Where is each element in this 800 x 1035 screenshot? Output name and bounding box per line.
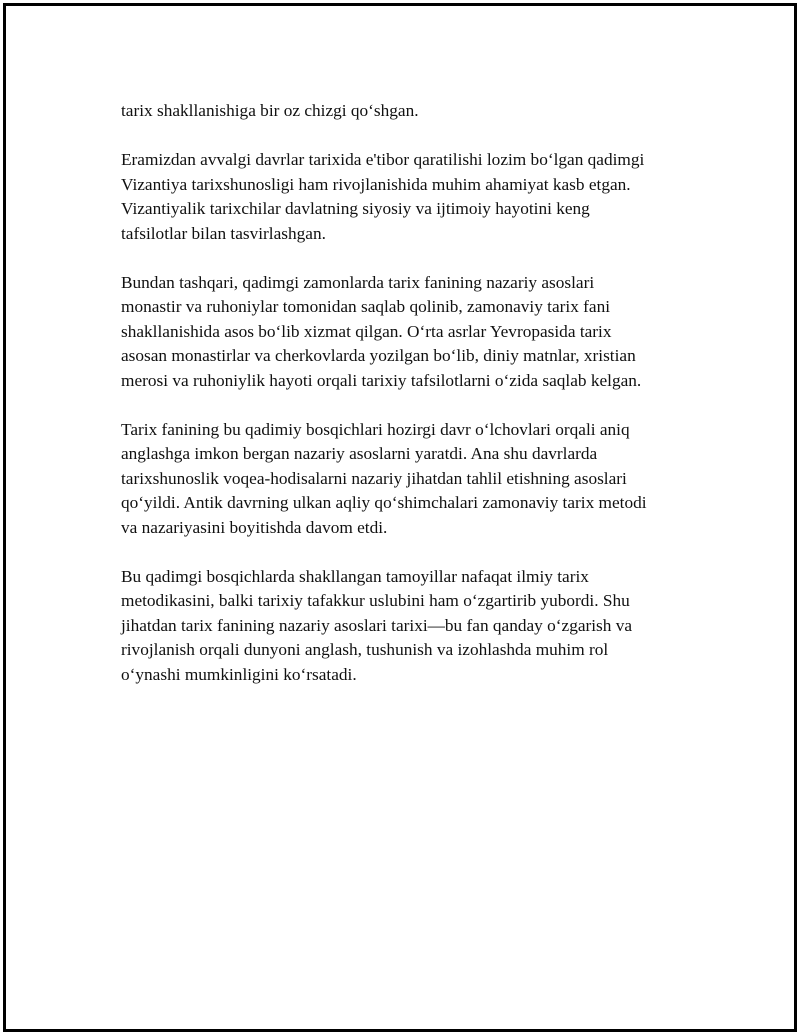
document-body xyxy=(121,99,701,712)
paragraph-1: tarix shakllanishiga bir oz chizgi qo‘shgan. xyxy=(121,101,419,120)
page-frame xyxy=(3,3,797,1032)
paragraph-3: Bundan tashqari, qadimgi zamonlarda tarix fanining nazariy asoslari monastir va ruhoniylar tomonidan saqlab qolinib, zamonaviy tarix fani shakllanishida asos bo‘lib xizmat qilgan. O‘rta asrlar Yevropasida tarix asosan monastirlar va cherkovlarda yozilgan bo‘lib, diniy matnlar, xristian merosi va ruhoniylik hayoti orqali tarixiy tafsilotlarni o‘zida saqlab kelgan. xyxy=(121,272,642,390)
paragraph-2: Eramizdan avvalgi davrlar tarixida e'tibor qaratilishi lozim bo‘lgan qadimgi Vizantiya tarixshunosligi ham rivojlanishida muhim ahamiyat kasb etgan. Vizantiyalik tarixchilar davlatning siyosiy va ijtimoiy hayotini keng tafsilotlar bilan tasvirlashgan. xyxy=(121,150,645,243)
paragraph-4: Tarix fanining bu qadimiy bosqichlari hozirgi davr o‘lchovlari orqali aniq anglashga imkon bergan nazariy asoslarni yaratdi. Ana shu davrlarda tarixshunoslik voqea-hodisalarni nazariy jihatdan tahlil etishning asoslari qo‘yildi. Antik davrning ulkan aqliy qo‘shimchalari zamonaviy tarix metodi va nazariyasini boyitishda davom etdi. xyxy=(121,419,647,537)
paragraph-5: Bu qadimgi bosqichlarda shakllangan tamoyillar nafaqat ilmiy tarix metodikasini, balki tarixiy tafakkur uslubini ham o‘zgartirib yubordi. Shu jihatdan tarix fanining nazariy asoslari tarixi—bu fan qanday o‘zgarish va rivojlanish orqali dunyoni anglash, tushunish va izohlashda muhim rol o‘ynashi mumkinligini ko‘rsatadi. xyxy=(121,566,633,684)
